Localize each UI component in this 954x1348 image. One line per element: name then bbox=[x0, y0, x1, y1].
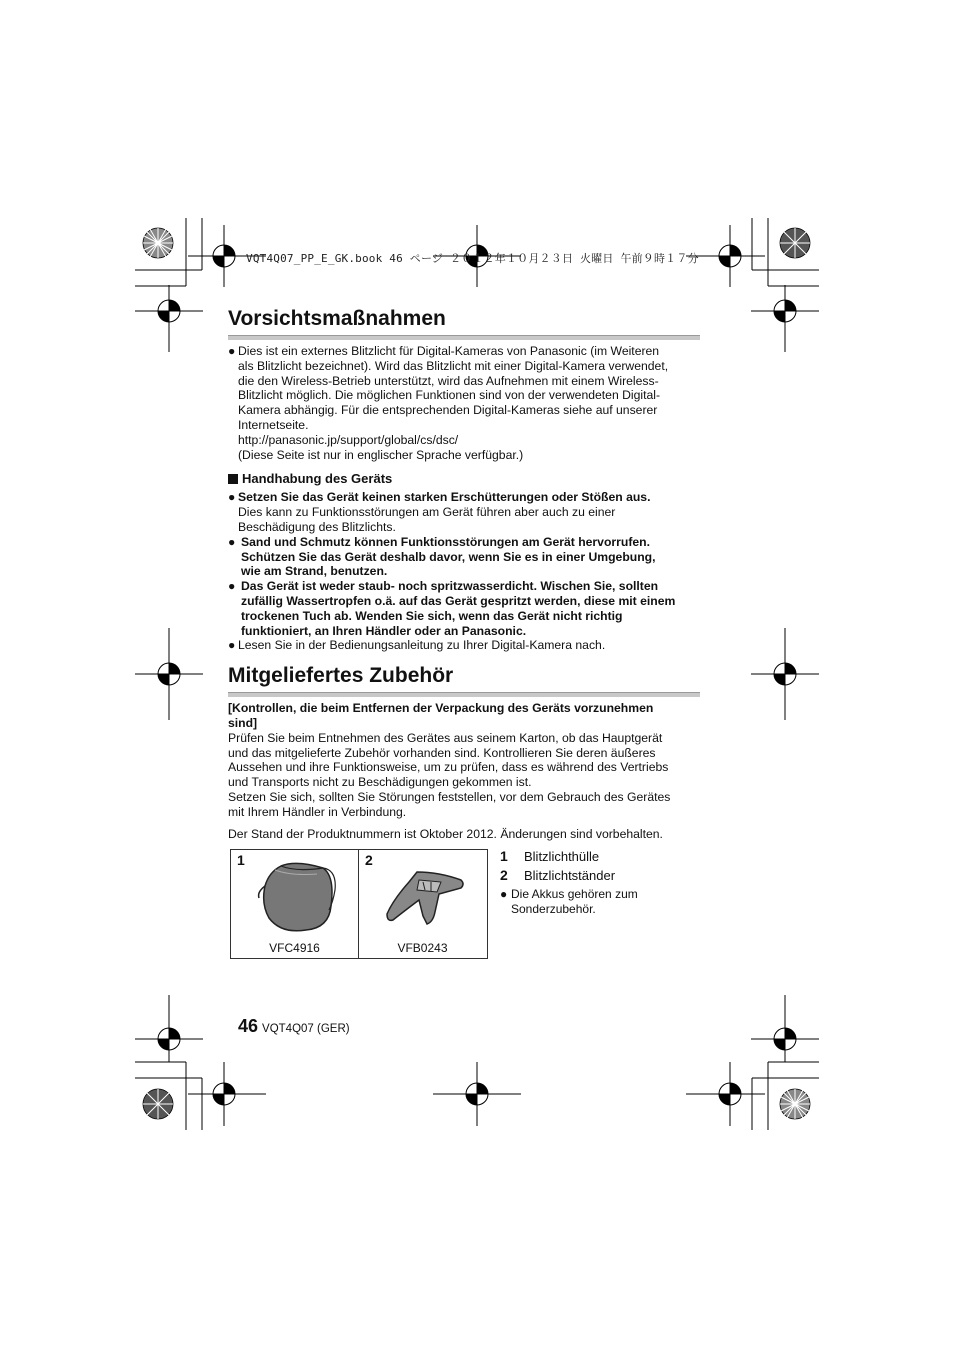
bullet-icon: ● bbox=[228, 579, 236, 594]
title-rule bbox=[228, 335, 700, 340]
section-title-accessories: Mitgeliefertes Zubehör bbox=[228, 664, 454, 688]
accessory-code: VFC4916 bbox=[269, 941, 320, 955]
accessory-number: 1 bbox=[237, 852, 245, 868]
bullet-icon: ● bbox=[500, 887, 508, 901]
bullet-icon: ● bbox=[228, 344, 236, 358]
main-content bbox=[228, 306, 700, 841]
accessory-code: VFB0243 bbox=[397, 941, 448, 955]
accessory-legend bbox=[500, 847, 700, 916]
bullet-icon: ● bbox=[228, 534, 236, 549]
document-code: VQT4Q07 (GER) bbox=[262, 1023, 350, 1035]
accessory-cell-2 bbox=[358, 850, 486, 958]
black-square-icon bbox=[228, 474, 238, 484]
handling-item-4: ● Lesen Sie in der Bedienungsanleitung zu Ihrer Digital-Kamera nach. bbox=[228, 638, 606, 653]
flash-pouch-icon bbox=[251, 856, 341, 936]
book-file-header: VQT4Q07_PP_E_GK.book 46 ページ ２０１２年１０月２３日 火曜日 午前９時１７分 bbox=[246, 252, 699, 265]
section-title-precautions: Vorsichtsmaßnahmen bbox=[228, 307, 446, 330]
handling-item-1: ● Setzen Sie das Gerät keinen starken Erschütterungen oder Stößen aus. Dies kann zu Funktionsstörungen am Gerät führen aber auch zu einer Beschädigung des Blitzlichts. bbox=[228, 490, 651, 534]
check-body: Prüfen Sie beim Entnehmen des Gerätes aus seinem Karton, ob das Hauptgerät und das mitgelieferte Zubehör vorhanden sind. Kontrollieren Sie deren äußeres Aussehen und ihre Funktionsweise, um zu prüfen, dass es während des Vertriebs und Transports nicht zu Beschädigungen gekommen ist. Setzen Sie sich, sollten Sie Störungen feststellen, vor dem Gebrauch des Gerätes mit Ihrem Händler in Verbindung. bbox=[228, 730, 671, 819]
bullet-icon: ● bbox=[228, 638, 236, 653]
bullet-icon: ● bbox=[228, 490, 236, 505]
accessory-number: 2 bbox=[365, 852, 373, 868]
intro-bullet: ● Dies ist ein externes Blitzlicht für Digital-Kameras von Panasonic (im Weiteren als Blitzlicht bezeichnet). Wird das Blitzlicht mit einer Digital-Kamera verwendet, die den Wireless-Betrieb unterstützt, wird das Aufnehmen mit einem Wireless- Blitzlicht möglich. Die möglichen Funktionen sind von der verwendeten Digital- Kamera abhängig. Für die entsprechenden Digital-Kameras siehe auf unserer Internetseite. http://panasonic.jp/support/global/cs/dsc/ (Diese Seite ist nur in englischer Sprache verfügbar.) bbox=[228, 344, 700, 462]
title-rule bbox=[228, 692, 700, 697]
legend-item: 1 Blitzlichthülle bbox=[500, 848, 600, 864]
battery-note: ● Die Akkus gehören zum Sonderzubehör. bbox=[500, 887, 638, 916]
handling-item-3: ● Das Gerät ist weder staub- noch spritzwasserdicht. Wischen Sie, sollten zufällig Wassertropfen o.ä. auf das Gerät gespritzt werden, diese mit einem trockenen Tuch ab. Wenden Sie sich, wenn das Gerät nicht richtig funktioniert, an Ihren Händler oder an Panasonic. bbox=[228, 579, 676, 638]
flash-stand-icon bbox=[379, 856, 469, 936]
product-number-status: Der Stand der Produktnummern ist Oktober 2012. Änderungen sind vorbehalten. bbox=[228, 826, 663, 841]
handling-item-2: ● Sand und Schmutz können Funktionsstörungen am Gerät hervorrufen. Schützen Sie das Gerät deshalb davor, wenn Sie es in einer Umgebung, wie am Strand, benutzen. bbox=[228, 534, 656, 579]
check-heading: [Kontrollen, die beim Entfernen der Verpackung des Geräts vorzunehmen sind] bbox=[228, 701, 654, 730]
page-number: 46 bbox=[238, 1016, 259, 1036]
support-url: http://panasonic.jp/support/global/cs/dsc/ bbox=[238, 432, 459, 447]
page-footer bbox=[238, 1016, 350, 1037]
subheading-handling: Handhabung des Geräts bbox=[228, 471, 700, 487]
legend-item: 2 Blitzlichtständer bbox=[500, 867, 616, 883]
accessory-cell-1 bbox=[231, 850, 358, 958]
accessory-table bbox=[230, 849, 488, 959]
